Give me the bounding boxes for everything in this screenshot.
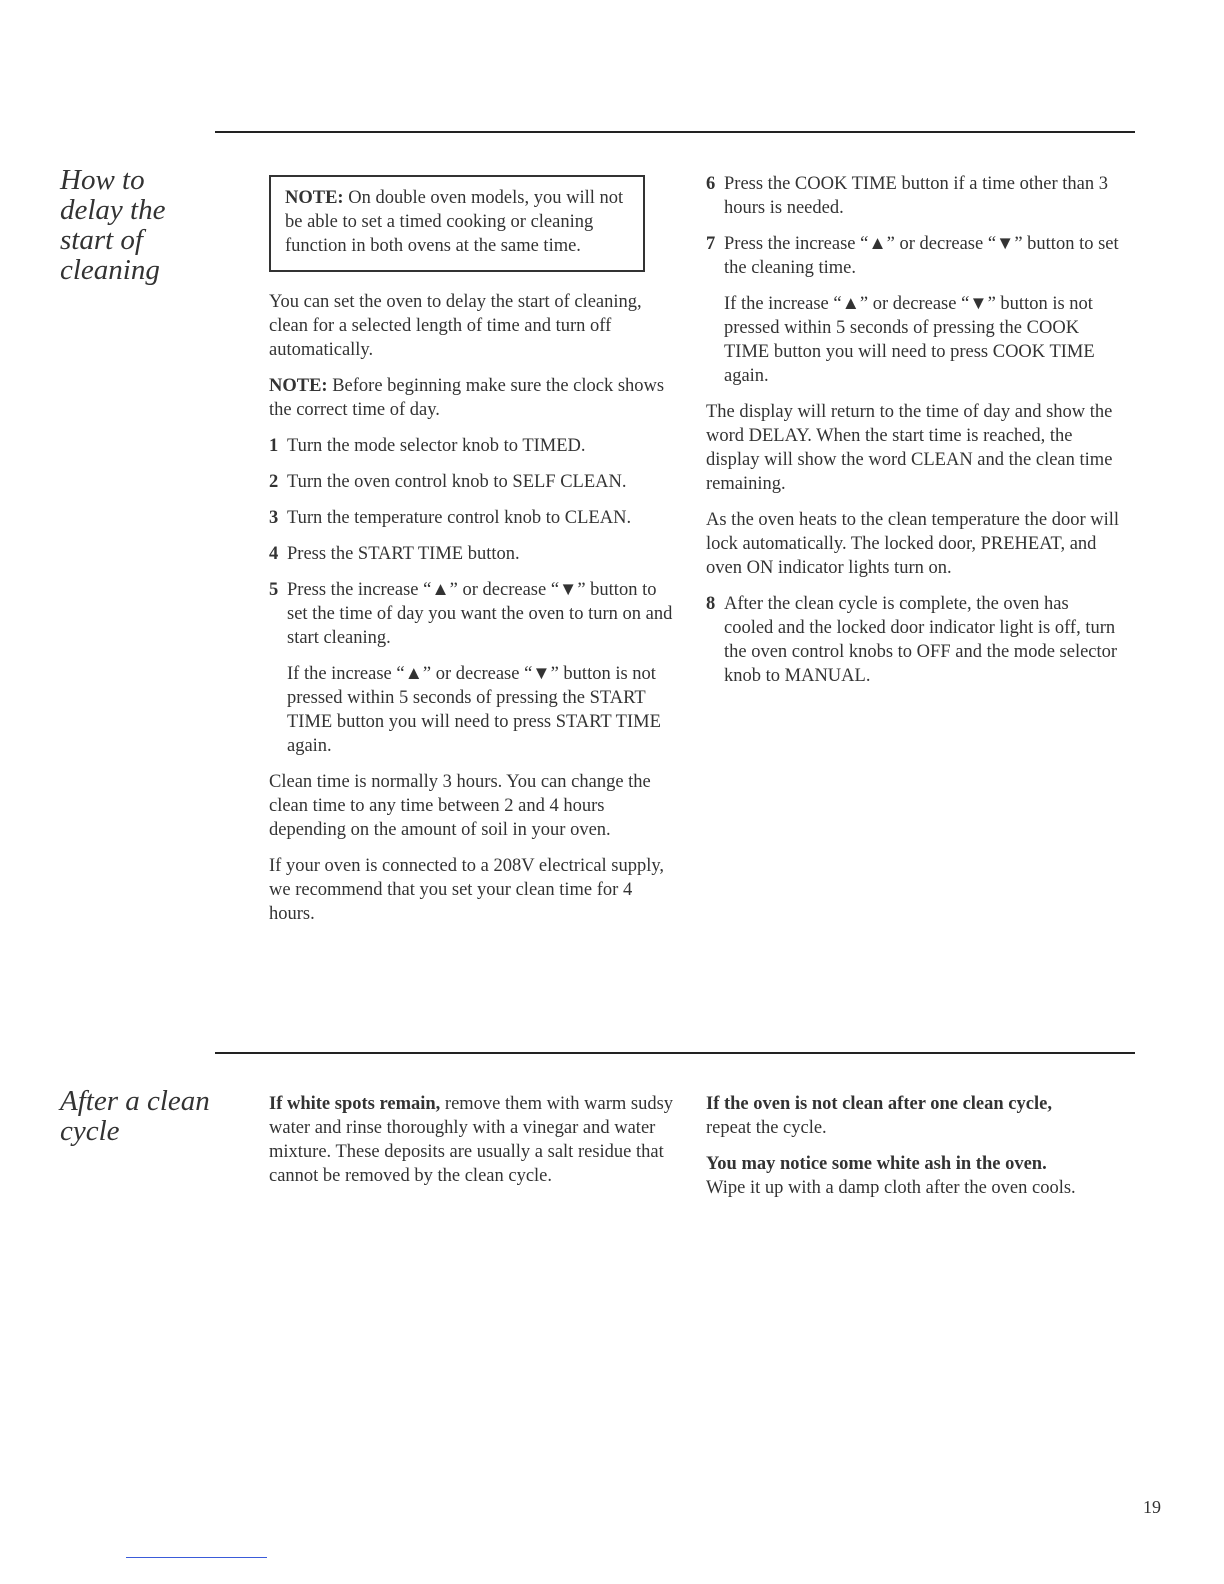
note-box — [269, 175, 645, 272]
step-item — [269, 470, 681, 494]
note2-text: Before beginning make sure the clock shows the correct time of day. — [269, 376, 665, 420]
step-item — [269, 506, 681, 530]
step-text: Press the increase “▲” or decrease “▼” button to set the cleaning time. — [724, 234, 1119, 278]
step-text: After the clean cycle is complete, the oven has cooled and the locked door indicator light is off, turn the oven control knobs to OFF and the mode selector knob to MANUAL. — [724, 594, 1118, 686]
supply-paragraph: If your oven is connected to a 208V electrical supply, we recommend that you set your clean time for 4 hours. — [269, 856, 665, 924]
left-column — [269, 175, 681, 938]
ash-label: You may notice some white ash in the oven. — [706, 1154, 1047, 1174]
step-item — [269, 578, 681, 650]
step-item — [706, 592, 1122, 688]
step-text: Turn the temperature control knob to CLEAN. — [287, 508, 632, 528]
display-paragraph: The display will return to the time of day and show the word DELAY. When the start time is reached, the display will show the word CLEAN and the clean time remaining. — [706, 402, 1113, 494]
step5-subnote: If the increase “▲” or decrease “▼” button is not pressed within 5 seconds of pressing the START TIME button you will need to press START TIME again. — [287, 664, 661, 756]
page-number: 19 — [1143, 1497, 1161, 1517]
section-title-delay-cleaning: How to delay the start of cleaning — [60, 164, 166, 286]
section-divider-top — [215, 131, 1135, 133]
section-divider-middle — [215, 1052, 1135, 1054]
right-column — [706, 172, 1122, 700]
step-number: 8 — [706, 594, 716, 614]
step-number: 2 — [269, 472, 279, 492]
step7-subnote: If the increase “▲” or decrease “▼” button is not pressed within 5 seconds of pressing the COOK TIME button you will need to press COOK TIME again. — [724, 294, 1095, 386]
ash-text: Wipe it up with a damp cloth after the oven cools. — [706, 1178, 1076, 1198]
bottom-link-underline — [126, 1557, 267, 1558]
heats-paragraph: As the oven heats to the clean temperature the door will lock automatically. The locked door, PREHEAT, and oven ON indicator lights turn on. — [706, 510, 1120, 578]
step-item — [269, 542, 681, 566]
step-number: 7 — [706, 234, 716, 254]
note-label: NOTE: — [285, 188, 344, 208]
note-text: On double oven models, you will not be able to set a timed cooking or cleaning function in both ovens at the same time. — [285, 188, 624, 256]
spots-label: If white spots remain, — [269, 1094, 441, 1114]
clean-time-paragraph: Clean time is normally 3 hours. You can change the clean time to any time between 2 and 4 hours depending on the amount of soil in your oven. — [269, 772, 651, 840]
step-item — [706, 232, 1122, 280]
step-number: 6 — [706, 174, 716, 194]
step-text: Press the increase “▲” or decrease “▼” button to set the time of day you want the oven to turn on and start cleaning. — [287, 580, 673, 648]
intro-paragraph: You can set the oven to delay the start of cleaning, clean for a selected length of time and turn off automatically. — [269, 292, 642, 360]
not-clean-label: If the oven is not clean after one clean cycle, — [706, 1094, 1052, 1114]
not-clean-text: repeat the cycle. — [706, 1118, 827, 1138]
spots-text: remove them with warm sudsy water and rinse thoroughly with a vinegar and water mixture. These deposits are usually a salt residue that cannot be removed by the clean cycle. — [269, 1094, 674, 1186]
step-text: Turn the oven control knob to SELF CLEAN. — [287, 472, 627, 492]
step-number: 3 — [269, 508, 279, 528]
step-number: 5 — [269, 580, 279, 600]
step-text: Press the COOK TIME button if a time other than 3 hours is needed. — [724, 174, 1108, 218]
note2-label: NOTE: — [269, 376, 328, 396]
after-right-column — [706, 1092, 1122, 1212]
section-title-after-clean: After a clean cycle — [60, 1085, 210, 1147]
step-item — [706, 172, 1122, 220]
step-item — [269, 434, 681, 458]
after-left-column — [269, 1092, 681, 1200]
step-number: 1 — [269, 436, 279, 456]
step-text: Press the START TIME button. — [287, 544, 520, 564]
step-number: 4 — [269, 544, 279, 564]
step-text: Turn the mode selector knob to TIMED. — [287, 436, 586, 456]
